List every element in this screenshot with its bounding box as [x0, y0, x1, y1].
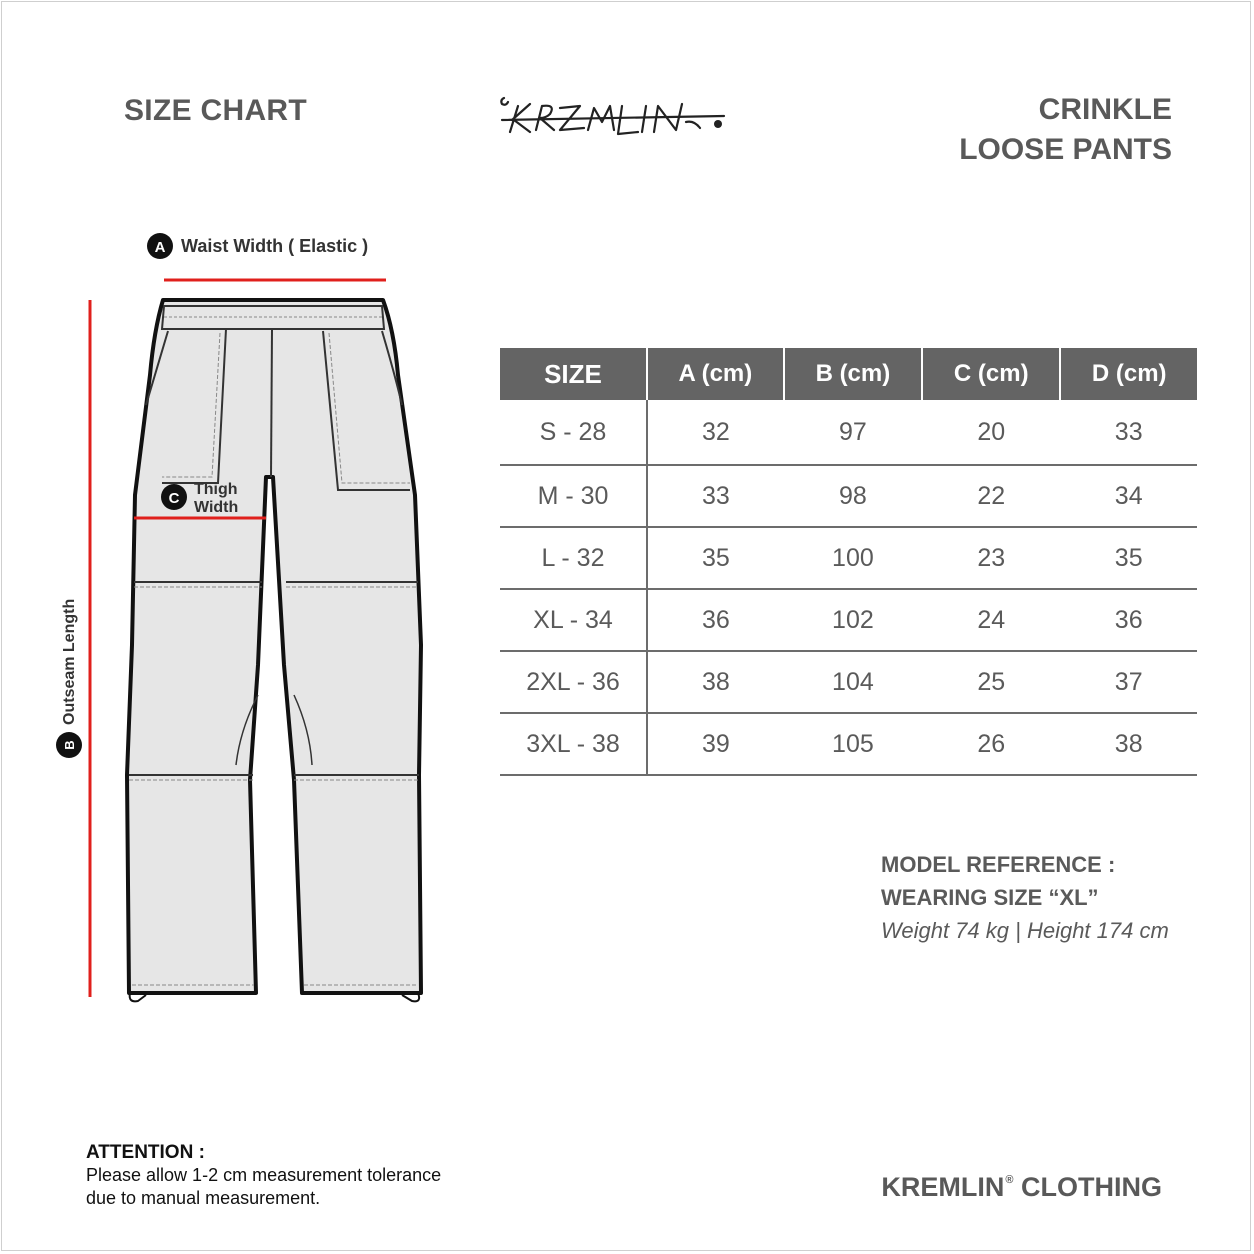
model-reference: [881, 848, 1169, 947]
size-cell: L - 32: [500, 527, 647, 589]
size-cell: 2XL - 36: [500, 651, 647, 713]
value-cell: 26: [922, 713, 1060, 775]
size-chart-title: SIZE CHART: [124, 94, 307, 127]
value-cell: 33: [1060, 400, 1197, 465]
value-cell: 37: [1060, 651, 1197, 713]
brand-name: KREMLIN: [881, 1172, 1005, 1202]
product-title-line2: LOOSE PANTS: [959, 133, 1172, 166]
thigh-label-line1: Thigh: [194, 481, 238, 498]
table-row: [500, 465, 1197, 527]
table-header-row: [500, 346, 1197, 400]
size-cell: 3XL - 38: [500, 713, 647, 775]
table-row: [500, 527, 1197, 589]
value-cell: 33: [647, 465, 784, 527]
attention-note: [86, 1141, 441, 1210]
col-header-a: A (cm): [647, 346, 784, 400]
col-header-b: B (cm): [784, 346, 922, 400]
thigh-badge-letter: C: [168, 490, 180, 507]
value-cell: 105: [784, 713, 922, 775]
table-row: [500, 651, 1197, 713]
model-measurements: Weight 74 kg | Height 174 cm: [881, 918, 1169, 943]
col-header-size: SIZE: [500, 346, 647, 400]
attention-line2: due to manual measurement.: [86, 1188, 321, 1208]
value-cell: 35: [647, 527, 784, 589]
table-row: [500, 400, 1197, 465]
model-wearing-size: WEARING SIZE “XL”: [881, 885, 1099, 910]
waist-badge-letter: A: [154, 239, 166, 256]
product-title-line1: CRINKLE: [1038, 93, 1172, 126]
value-cell: 20: [922, 400, 1060, 465]
col-header-c: C (cm): [922, 346, 1060, 400]
size-cell: M - 30: [500, 465, 647, 527]
value-cell: 100: [784, 527, 922, 589]
outseam-badge-letter: B: [62, 740, 77, 750]
table-row: [500, 589, 1197, 651]
value-cell: 24: [922, 589, 1060, 651]
value-cell: 38: [647, 651, 784, 713]
kremlin-logo: [496, 86, 732, 148]
col-header-d: D (cm): [1060, 346, 1197, 400]
value-cell: 35: [1060, 527, 1197, 589]
model-reference-title: MODEL REFERENCE :: [881, 852, 1116, 877]
value-cell: 97: [784, 400, 922, 465]
value-cell: 39: [647, 713, 784, 775]
product-title: [959, 90, 1172, 170]
waist-label: Waist Width ( Elastic ): [181, 236, 369, 256]
value-cell: 36: [1060, 589, 1197, 651]
size-cell: XL - 34: [500, 589, 647, 651]
value-cell: 38: [1060, 713, 1197, 775]
attention-title: ATTENTION :: [86, 1142, 205, 1163]
brand-suffix: CLOTHING: [1013, 1172, 1162, 1202]
size-cell: S - 28: [500, 400, 647, 465]
pants-diagram: [50, 225, 450, 1015]
brand-footer: [881, 1172, 1162, 1203]
attention-line1: Please allow 1-2 cm measurement tolerance: [86, 1165, 442, 1185]
value-cell: 32: [647, 400, 784, 465]
value-cell: 102: [784, 589, 922, 651]
value-cell: 34: [1060, 465, 1197, 527]
value-cell: 104: [784, 651, 922, 713]
registered-mark: ®: [1005, 1174, 1014, 1186]
table-row: [500, 713, 1197, 775]
value-cell: 22: [922, 465, 1060, 527]
value-cell: 98: [784, 465, 922, 527]
thigh-label-line2: Width: [194, 499, 239, 516]
value-cell: 25: [922, 651, 1060, 713]
size-table: [500, 344, 1197, 776]
value-cell: 23: [922, 527, 1060, 589]
pants-outline: [127, 300, 421, 993]
outseam-label: Outseam Length: [61, 598, 78, 725]
value-cell: 36: [647, 589, 784, 651]
